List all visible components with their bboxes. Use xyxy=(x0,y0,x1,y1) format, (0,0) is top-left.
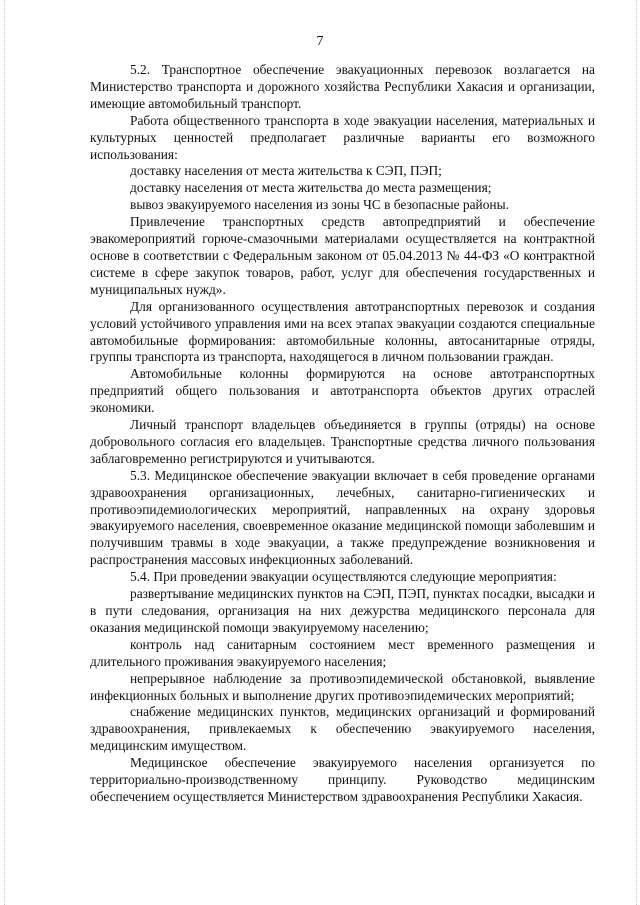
list-item-medical-supply: снабжение медицинских пунктов, медицинских организаций и формирований здравоохранения, привлекаемых к обеспечению эвакуируемого населения, медицинским имуществом. xyxy=(90,704,595,754)
list-item-sanitary-control: контроль над санитарным состоянием мест временного размещения и длительного проживания эвакуируемого населения; xyxy=(90,636,595,669)
list-item-medical-points: развертывание медицинских пунктов на СЭП, ПЭП, пунктах посадки, высадки и в пути следования, организация на них дежурства медицинского персонала для оказания медицинской помощи эвакуируемому населению; xyxy=(90,586,595,635)
paragraph-special-formations: Для организованного осуществления автотранспортных перевозок и создания условий устойчивого управления ими на всех этапах эвакуации создаются специальные автомобильные формирования: автомобильные колонны, автосанитарные отряды, группы транспорта из транспорта, находящегося в личном пользовании граждан. xyxy=(90,298,595,365)
paragraph-5-3: 5.3. Медицинское обеспечение эвакуации включает в себя проведение органами здравоохранения организационных, лечебных, санитарно-гигиенических и противоэпидемиологических мероприятий, направленных на охрану здоровья эвакуируемого населения, своевременное оказание медицинской помощи заболевшим и получившим травмы в ходе эвакуации, а также предупреждение возникновения и распространения массовых инфекционных заболеваний. xyxy=(90,467,595,568)
list-item-removal-from-emergency-zone: вывоз эвакуируемого населения из зоны ЧС в безопасные районы. xyxy=(130,197,509,213)
paragraph-5-4: 5.4. При проведении эвакуации осуществляются следующие мероприятия: xyxy=(130,569,557,585)
paragraph-vehicle-columns: Автомобильные колонны формируются на основе автотранспортных предприятий общего пользования и автотранспорта объектов других отраслей экономики. xyxy=(90,366,595,416)
paragraph-5-2: 5.2. Транспортное обеспечение эвакуационных перевозок возлагается на Министерство транспорта и дорожного хозяйства Республики Хакасия и организации, имеющие автомобильный транспорт. xyxy=(90,62,595,111)
page-edge-left xyxy=(4,0,5,905)
page-edge-right xyxy=(636,0,637,905)
document-body xyxy=(90,62,595,806)
paragraph-private-transport: Личный транспорт владельцев объединяется в группы (отряды) на основе добровольного согласия его владельцев. Транспортные средства личного пользования заблаговременно регистрируются и учитываются. xyxy=(90,417,595,466)
list-item-epidemic-monitoring: непрерывное наблюдение за противоэпидемической обстановкой, выявление инфекционных больных и выполнение других противоэпидемических мероприятий; xyxy=(90,670,595,703)
paragraph-vehicle-involvement: Привлечение транспортных средств автопредприятий и обеспечение эвакомероприятий горюче-смазочными материалами осуществляется на контрактной основе в соответствии с Федеральным законом от 05.04.2013 № 44-ФЗ «О контрактной системе в сфере закупок товаров, работ, услуг для обеспечения государственных и муниципальных нужд». xyxy=(90,214,595,297)
paragraph-public-transport: Работа общественного транспорта в ходе эвакуации населения, материальных и культурных ценностей предполагает различные варианты его возможного использования: xyxy=(90,112,595,162)
page-number: 7 xyxy=(316,34,324,49)
list-item-delivery-to-sep: доставку населения от места жительства к СЭП, ПЭП; xyxy=(130,163,442,179)
list-item-delivery-to-accommodation: доставку населения от места жительства до места размещения; xyxy=(130,180,492,196)
paragraph-medical-organization: Медицинское обеспечение эвакуируемого населения организуется по территориально-производственному принципу. Руководство медицинским обеспечением осуществляется Министерством здравоохранения Республики Хакасия. xyxy=(90,755,595,804)
